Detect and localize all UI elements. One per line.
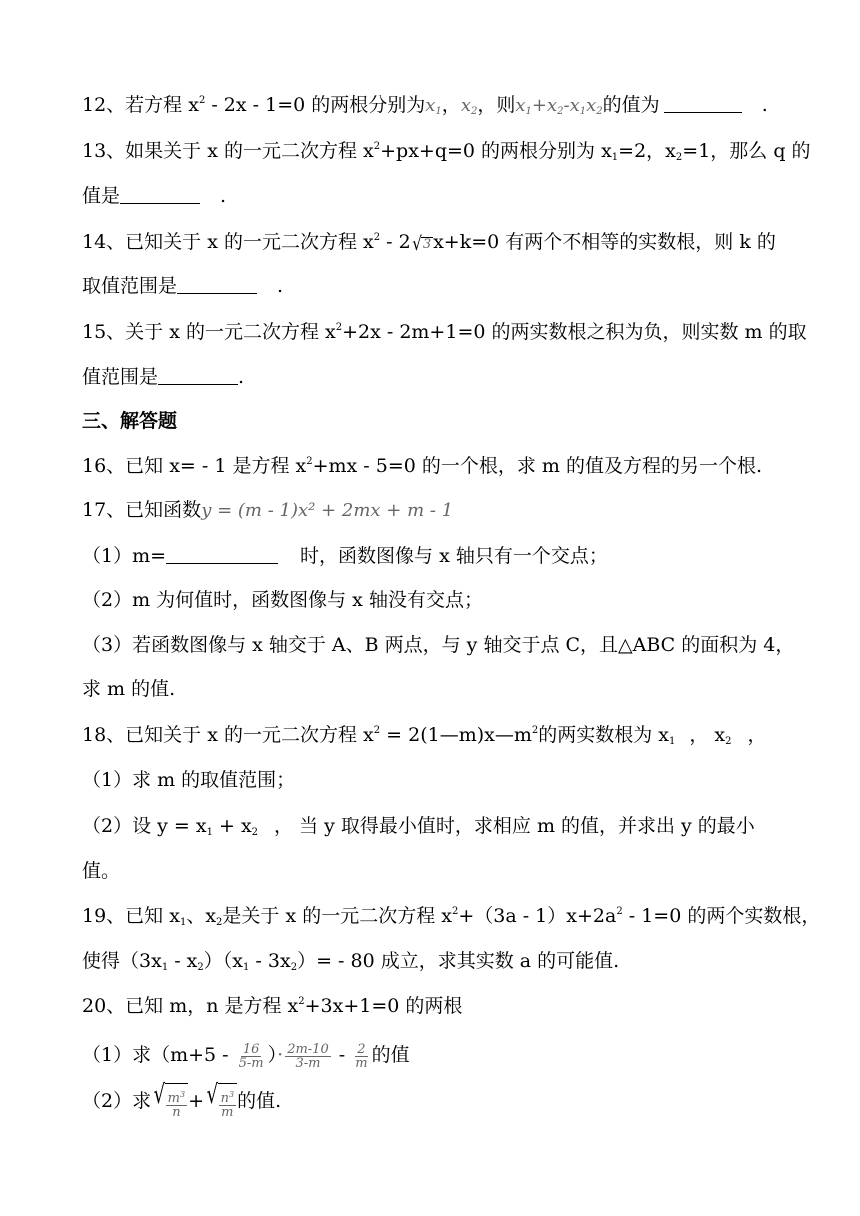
subscript: 2	[251, 827, 259, 838]
fraction-16-over-5-m: $\frac{16}{5-m}$	[238, 1041, 264, 1071]
q17-text: （1）m=	[82, 545, 167, 567]
exponent: 2	[616, 906, 623, 917]
q18-text: （2）设 y = x	[82, 815, 207, 837]
q18-text: ，	[747, 724, 767, 746]
question-12	[82, 90, 820, 121]
exponent: 2	[198, 95, 206, 106]
math-x1: $x_1$	[425, 95, 442, 117]
question-17	[82, 495, 820, 526]
function-expression: y = (m - 1)x² + 2mx + m - 1	[201, 500, 454, 521]
q17-text: 时，函数图像与 x 轴只有一个交点；	[300, 545, 608, 567]
subscript: 2	[725, 736, 732, 747]
question-20-part2	[82, 1080, 820, 1124]
q19-text: 使得（3x	[82, 950, 162, 972]
q12-text: - 2x - 1=0 的两根分别为	[205, 94, 426, 116]
question-19	[82, 901, 820, 931]
subscript: 2	[216, 917, 223, 928]
answer-blank[interactable]	[177, 273, 257, 294]
q20-text: （1）求（m+5 -	[82, 1044, 235, 1066]
q18-text: 的两实数根为 x	[538, 724, 669, 746]
question-13-line2	[82, 181, 820, 211]
q14-text: x+k=0 有两个不相等的实数根，则 k 的	[433, 231, 776, 253]
q18-text: = 2(1—m)x—m	[380, 724, 532, 746]
question-18-part2	[82, 811, 820, 841]
q19-text: - x	[168, 950, 198, 972]
q19-text: 、x	[186, 905, 217, 927]
q15-text: .	[238, 366, 245, 388]
fraction-2m-10-over-3-m: $\frac{2m-10}{3-m}$	[287, 1041, 329, 1071]
q20-text: +3x+1=0 的两根	[304, 995, 463, 1017]
q20-text: 20、已知 m，n 是方程 x	[82, 995, 299, 1017]
exponent: 2	[306, 456, 313, 467]
q20-text: 的值	[371, 1044, 410, 1066]
q19-text: ）（x	[203, 950, 243, 972]
math-expression: $x_1+x_2-x_1x_2$	[515, 95, 603, 117]
q14-text: - 2	[380, 231, 411, 253]
question-17-part3-line2: 求 m 的值.	[82, 678, 176, 700]
q12-text: ，则	[477, 94, 516, 116]
subscript: 1	[206, 827, 213, 838]
subscript: 1	[179, 917, 187, 928]
q18-text: + x	[212, 815, 252, 837]
subscript: 1	[669, 736, 676, 747]
exponent: 2	[373, 725, 381, 736]
sqrt-3: √ 3	[411, 233, 432, 255]
q15-text: 15、关于 x 的一元二次方程 x	[82, 321, 336, 343]
q19-text: - 3x	[249, 950, 291, 972]
q19-text: +（3a - 1）x+2a	[458, 905, 617, 927]
q18-text: 18、已知关于 x 的一元二次方程 x	[82, 724, 374, 746]
q20-text: -	[332, 1044, 352, 1066]
subscript: 1	[611, 152, 619, 163]
q20-text: ）	[267, 1044, 278, 1066]
math-x2: $x_2$	[460, 95, 478, 117]
question-13	[82, 136, 820, 166]
answer-blank[interactable]	[158, 364, 238, 385]
q18-text: ， 当 y 取得最小值时，求相应 m 的值，并求出 y 的最小	[274, 815, 755, 837]
exponent: 2	[451, 906, 459, 917]
q15-text: +2x - 2m+1=0 的两实数根之积为负，则实数 m 的取	[342, 321, 807, 343]
question-17-part1	[82, 541, 820, 571]
question-15-line2	[82, 362, 820, 392]
q14-text: 取值范围是	[82, 275, 178, 297]
question-17-part2: （2）m 为何值时，函数图像与 x 轴没有交点；	[82, 589, 483, 611]
q18-text: ， x	[689, 724, 726, 746]
q16-text: +mx - 5=0 的一个根，求 m 的值及方程的另一个根.	[312, 455, 763, 477]
q12-text: .	[755, 94, 768, 116]
question-18-part2-line2: 值。	[82, 860, 121, 882]
q14-text: 14、已知关于 x 的一元二次方程 x	[82, 231, 374, 253]
q16-text: 16、已知 x= - 1 是方程 x	[82, 455, 307, 477]
q20-text: （2）求	[82, 1090, 152, 1112]
question-14-line2	[82, 271, 820, 301]
question-15	[82, 317, 820, 347]
question-18-part1: （1）求 m 的取值范围；	[82, 769, 296, 791]
question-16	[82, 451, 820, 481]
question-17-part3: （3）若函数图像与 x 轴交于 A、B 两点，与 y 轴交于点 C，且△ABC 的面积为 4，	[82, 634, 795, 656]
q20-text: 的值.	[237, 1090, 282, 1112]
q19-text: - 1=0 的两个实数根，	[622, 905, 821, 927]
question-19-line2	[82, 946, 820, 976]
fraction-2-over-m: $\frac{2}{m}$	[355, 1041, 368, 1071]
subscript: 1	[243, 962, 250, 973]
exponent: 2	[335, 322, 343, 333]
question-14	[82, 227, 820, 259]
question-18	[82, 720, 820, 750]
subscript: 1	[161, 962, 169, 973]
q12-text: ，	[441, 94, 461, 116]
q13-text: =2，x	[618, 140, 676, 162]
answer-blank[interactable]	[664, 92, 742, 113]
q12-text: 的值为	[602, 94, 660, 116]
exponent: 2	[298, 996, 305, 1007]
answer-blank[interactable]	[166, 543, 278, 564]
q13-text: +px+q=0 的两根分别为 x	[380, 140, 612, 162]
answer-blank[interactable]	[120, 183, 200, 204]
dot-operator: ·	[277, 1044, 284, 1066]
exponent: 2	[373, 141, 381, 152]
q15-text: 值范围是	[82, 366, 159, 388]
q19-text: 19、已知 x	[82, 905, 180, 927]
q19-text: 是关于 x 的一元二次方程 x	[222, 905, 452, 927]
q13-text: 值是	[82, 185, 121, 207]
q13-text: =1，那么 q 的	[682, 140, 811, 162]
q17-text: 17、已知函数	[82, 499, 202, 521]
sqrt-m3-over-n: √ $\frac{m^3}{n}$	[151, 1080, 188, 1124]
section-heading: 三、解答题	[82, 410, 178, 432]
exponent: 2	[373, 232, 381, 243]
subscript: 2	[675, 152, 683, 163]
q13-text: .	[214, 185, 227, 207]
q14-text: .	[271, 275, 284, 297]
sqrt-n3-over-m: √ $\frac{n^3}{m}$	[204, 1080, 237, 1124]
q12-text: 12、若方程 x	[82, 94, 199, 116]
q19-text: ）= - 80 成立，求其实数 a 的可能值.	[297, 950, 620, 972]
q13-text: 13、如果关于 x 的一元二次方程 x	[82, 140, 374, 162]
subscript: 2	[197, 962, 204, 973]
question-20	[82, 991, 820, 1021]
exponent: 2	[531, 725, 539, 736]
q20-text: +	[188, 1090, 205, 1112]
question-20-part1	[82, 1037, 820, 1073]
subscript: 2	[290, 962, 298, 973]
